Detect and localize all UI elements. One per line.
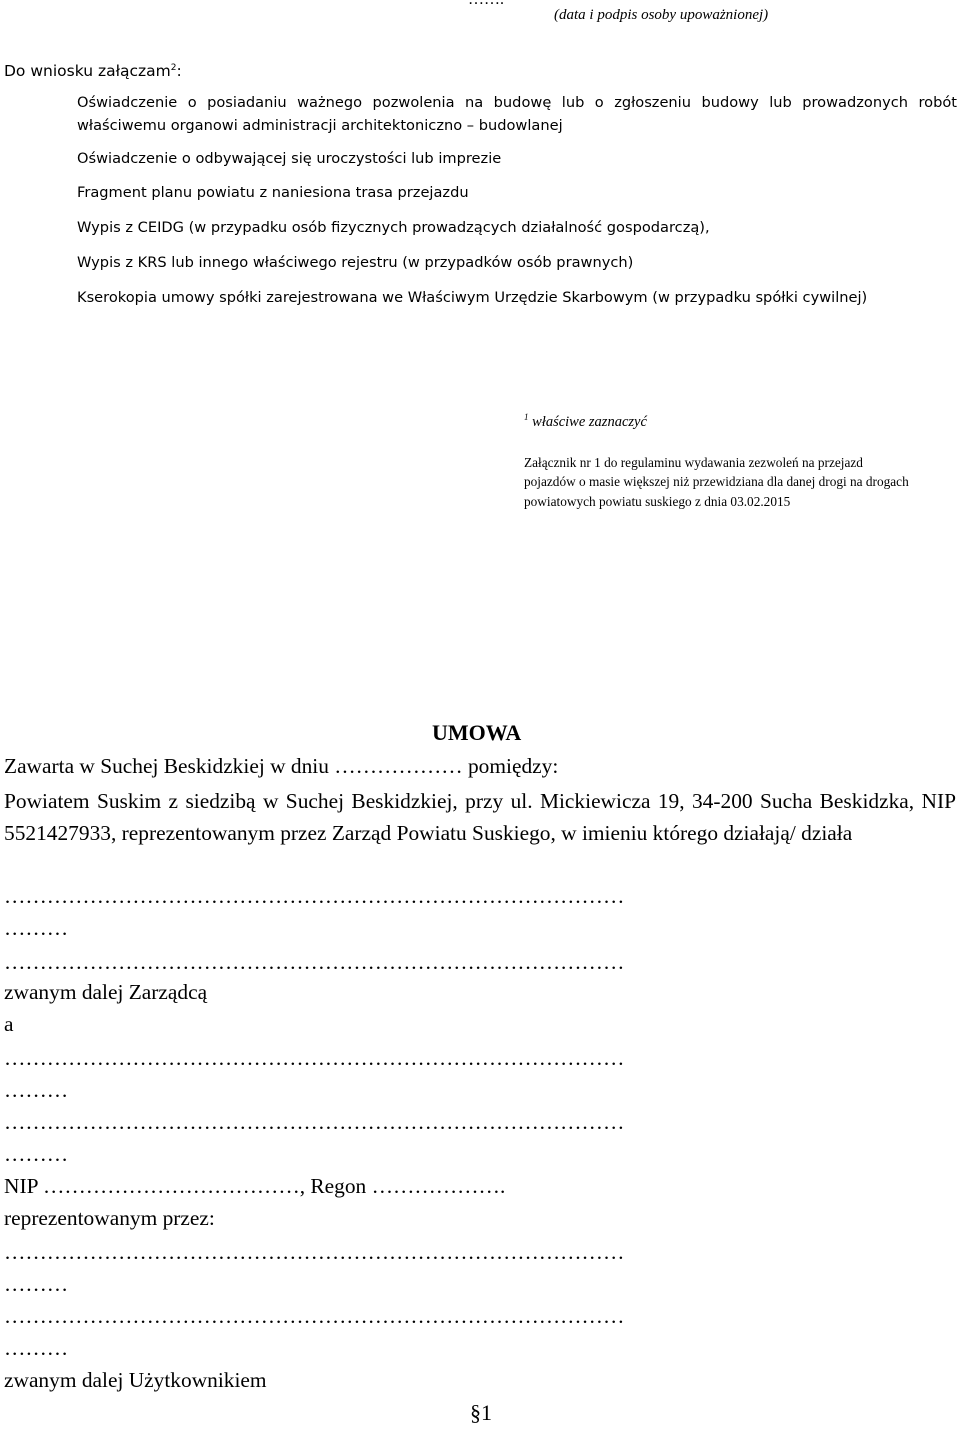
fill-in-dots: ……………………………………………………………………………: [4, 884, 625, 908]
attachment-item-4: Wypis z CEIDG (w przypadku osób fizycznych prowadzących działalność gospodarczą),: [77, 219, 710, 236]
attachments-heading-colon: :: [176, 62, 182, 80]
contract-title: UMOWA: [432, 720, 522, 745]
attachment-item-3: Fragment planu powiatu z naniesiona trasa przejazdu: [77, 184, 469, 201]
fill-in-dots: ………: [4, 1078, 69, 1102]
manager-label: zwanym dalej Zarządcą: [4, 980, 208, 1004]
fill-in-dots: ……………………………………………………………………………: [4, 1304, 625, 1328]
user-label: zwanym dalej Użytkownikiem: [4, 1368, 267, 1392]
footnote-number: 1: [524, 412, 529, 422]
fill-in-dots: ………: [4, 1336, 69, 1360]
party-one-paragraph: Powiatem Suskim z siedzibą w Suchej Beskidzkiej, przy ul. Mickiewicza 19, 34-200 Sucha Beskidzka, NIP 5521427933, reprezentowanym przez Zarząd Powiatu Suskiego, w imieniu którego działają/ działa: [4, 789, 956, 845]
fill-in-dots: ………: [4, 916, 69, 940]
signature-dots: [468, 0, 504, 9]
footnote-text: właściwe zaznaczyć: [532, 413, 647, 430]
contract-concluded-line: Zawarta w Suchej Beskidzkiej w dniu ……………… pomiędzy:: [4, 754, 559, 778]
attachments-heading: [4, 62, 182, 80]
represented-by-label: reprezentowanym przez:: [4, 1206, 215, 1230]
signature-caption: (data i podpis osoby upoważnionej): [554, 7, 769, 23]
attachment-item-5: Wypis z KRS lub innego właściwego rejestru (w przypadków osób prawnych): [77, 254, 634, 271]
annex-note: Załącznik nr 1 do regulaminu wydawania zezwoleń na przejazd pojazdów o masie większej niż przewidziana dla danej drogi na drogach powiatowych powiatu suskiego z dnia 03.02.2015: [524, 455, 909, 509]
attachment-item-6: Kserokopia umowy spółki zarejestrowana we Właściwym Urzędzie Skarbowym (w przypadku spółki cywilnej): [77, 289, 868, 306]
fill-in-dots: ………: [4, 1272, 69, 1296]
footnote: [524, 412, 647, 431]
fill-in-dots: ……………………………………………………………………………: [4, 1240, 625, 1264]
fill-in-dots: ……………………………………………………………………………: [4, 950, 625, 974]
section-mark: §1: [470, 1400, 492, 1425]
attachment-item-1: Oświadczenie o posiadaniu ważnego pozwolenia na budowę lub o zgłoszeniu budowy lub prowadzonych robót właściwemu organowi administracji architektoniczno – budowlanej: [77, 94, 957, 134]
attachments-heading-text: Do wniosku załączam: [4, 62, 171, 80]
fill-in-dots: ……………………………………………………………………………: [4, 1110, 625, 1134]
nip-regon-line: NIP ………………………………, Regon ……………….: [4, 1174, 506, 1198]
conjunction-and: a: [4, 1012, 14, 1036]
attachment-item-2: Oświadczenie o odbywającej się uroczystości lub imprezie: [77, 150, 502, 167]
attachments-heading-footnote-ref: 2: [170, 62, 177, 73]
fill-in-dots: ………: [4, 1142, 69, 1166]
fill-in-dots: ……………………………………………………………………………: [4, 1046, 625, 1070]
